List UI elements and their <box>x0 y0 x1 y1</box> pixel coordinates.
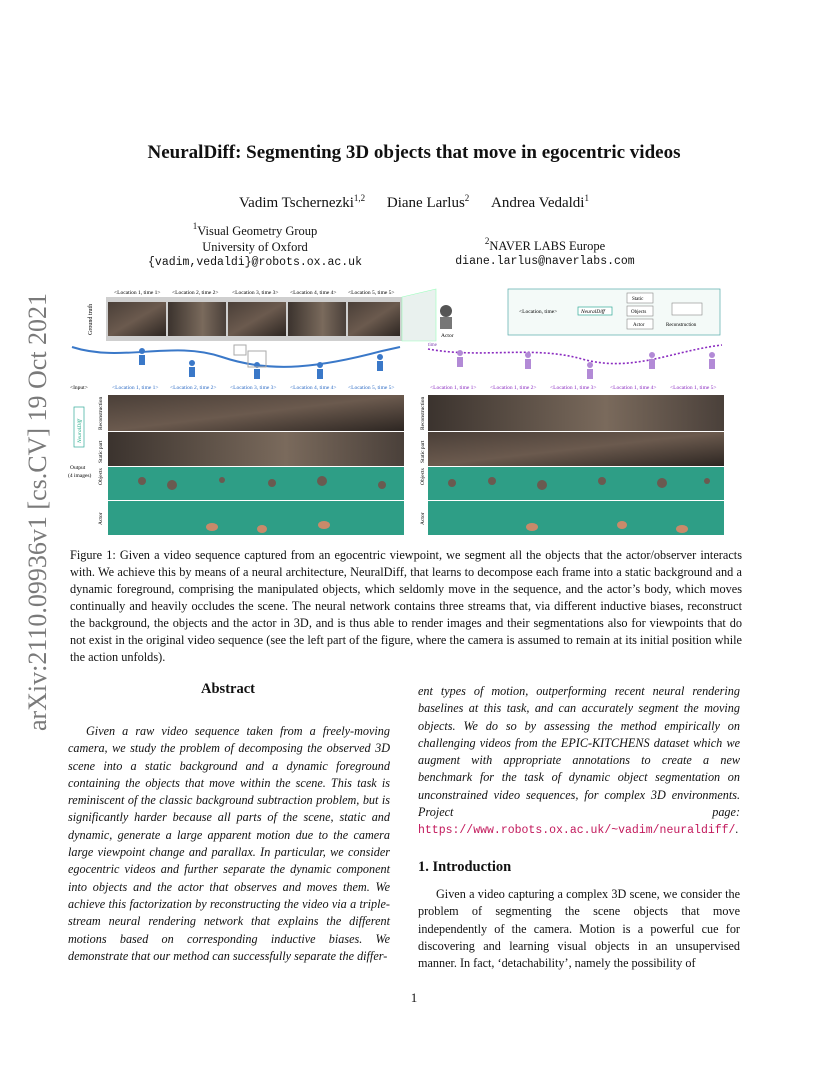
left-label-2: <Location 2, time 2> <box>170 385 217 391</box>
top-label-3: <Location 3, time 3> <box>232 290 279 296</box>
affiliation-2-lab: NAVER LABS Europe <box>489 239 606 253</box>
author-1-name: Vadim Tschernezki <box>239 195 354 211</box>
author-2-name: Diane Larlus <box>386 195 465 211</box>
right-label-5: <Location 1, time 5> <box>670 385 717 391</box>
row-label-actor-left: Actor <box>98 512 104 525</box>
author-list <box>0 193 828 212</box>
architecture-diagram <box>508 289 720 335</box>
top-label-1: <Location 1, time 1> <box>114 290 161 296</box>
right-label-3: <Location 1, time 3> <box>550 385 597 391</box>
diagram-input: <Location, time> <box>519 309 558 315</box>
time-label: time <box>428 343 437 348</box>
row-label-objects-right: Objects <box>420 468 426 485</box>
diagram-objects: Objects <box>631 310 647 315</box>
affiliation-2-email: diane.larlus@naverlabs.com <box>455 255 635 268</box>
diagram-actor: Actor <box>633 323 645 328</box>
left-location-labels <box>112 385 395 391</box>
actor-icon-label: Actor <box>441 333 454 339</box>
row-label-static-left: Static part <box>98 440 104 463</box>
time-wave-right <box>428 345 722 364</box>
top-label-2: <Location 2, time 2> <box>172 290 219 296</box>
output-sub-label: (4 images) <box>68 473 92 479</box>
right-label-2: <Location 1, time 2> <box>490 385 537 391</box>
row-label-objects-left: Objects <box>98 468 104 485</box>
page-number: 1 <box>410 990 418 1005</box>
project-link[interactable]: https://www.robots.ox.ac.uk/~vadim/neuraldiff/ <box>418 824 736 838</box>
right-location-labels <box>430 385 717 391</box>
left-label-5: <Location 5, time 5> <box>348 385 395 391</box>
author-1 <box>239 195 365 211</box>
image-grid-left <box>108 395 404 535</box>
affiliation-2 <box>420 233 670 270</box>
image-grid-right <box>428 395 724 535</box>
author-3-name: Andrea Vedaldi <box>491 195 585 211</box>
ground-truth-strip <box>106 297 402 341</box>
left-label-3: <Location 3, time 3> <box>230 385 277 391</box>
input-label: <Input> <box>70 385 88 391</box>
abstract-left-column: Given a raw video sequence taken from a freely-moving camera, we study the problem of decomposing the observed 3D scene into a static background and a dynamic foreground containing the objects that move within the scene. This task is reminiscent of the classic background subtraction problem, but is significantly harder because all parts of the scene, static and dynamic, generate a large apparent motion due to the camera large viewpoint change and parallax. In particular, we consider egocentric videos and further separate the dynamic component into objects and the actor that observes and moves them. We achieve this factorization by reconstructing the video via a triple-stream neural rendering network that explains the different motions based on corresponding inductive biases. We demonstrate that our method can successfully separate the differ- <box>68 724 390 963</box>
left-label-1: <Location 1, time 1> <box>112 385 159 391</box>
top-label-4: <Location 4, time 4> <box>290 290 337 296</box>
introduction-body: Given a video capturing a complex 3D scene, we consider the problem of segmenting the scene objects that move independently of the camera. Motion is a powerful cue for discovering and learning visual objects in an unsupervised manner. In fact, ‘detachability’, namely the possibility of <box>418 887 740 971</box>
paper-title: NeuralDiff: Segmenting 3D objects that move in egocentric videos <box>147 142 681 163</box>
row-label-reconstruction-left: Reconstruction <box>98 396 104 430</box>
left-label-4: <Location 4, time 4> <box>290 385 337 391</box>
figure-1 <box>62 285 726 535</box>
right-label-4: <Location 1, time 4> <box>610 385 657 391</box>
affiliation-1 <box>140 218 370 271</box>
author-3 <box>491 195 589 211</box>
top-location-labels <box>114 290 395 296</box>
row-label-reconstruction-right: Reconstruction <box>420 396 426 430</box>
right-label-1: <Location 1, time 1> <box>430 385 477 391</box>
affiliation-1-university: University of Oxford <box>202 240 308 254</box>
abstract-heading: Abstract <box>201 681 255 697</box>
row-label-static-right: Static part <box>420 440 426 463</box>
diagram-reconstruction: Reconstruction <box>666 323 697 328</box>
time-wave-left <box>72 347 400 367</box>
author-2 <box>387 195 469 211</box>
actor-chef-icon <box>440 305 452 329</box>
neuraldiff-label: NeuralDiff <box>77 419 83 443</box>
actor-figures-right <box>457 350 715 379</box>
ground-truth-label: Ground truth <box>88 303 94 335</box>
actor-figures-left <box>139 348 383 379</box>
author-1-sup: 1,2 <box>353 193 366 203</box>
affiliation-2-sup: 2 <box>484 236 490 246</box>
figure-caption: Figure 1: Given a video sequence captured from an egocentric viewpoint, we segment all the objects that the actor/observer interacts with. We achieve this by means of a neural architecture, NeuralDiff, that learns to decompose each frame into a static background and a dynamic foreground, comprising the manipulated objects, which seldomly move in the sequence, and the actor’s body, which moves continually and heavily occludes the scene. The neural network contains three streams that, via different inductive biases, reconstruct the background, the objects and the actor in 3D, and is thus able to render images and their segmentations also for viewpoints that do not exist in the original video sequence (see the left part of the figure, where the camera is assumed to remain at its initial position while the action unfolds). <box>70 548 742 664</box>
diagram-neuraldiff: NeuralDiff <box>581 309 605 315</box>
top-label-5: <Location 5, time 5> <box>348 290 395 296</box>
affiliation-1-email: {vadim,vedaldi}@robots.ox.ac.uk <box>148 256 362 269</box>
arxiv-stamp: arXiv:2110.09936v1 [cs.CV] 19 Oct 2021 <box>23 292 52 732</box>
introduction-heading: 1. Introduction <box>418 859 512 875</box>
author-2-sup: 2 <box>464 193 470 203</box>
affiliation-1-sup: 1 <box>192 221 198 231</box>
abstract-right-text: ent types of motion, outperforming recent neural rendering baselines at this task, and can accurately segment the moving objects. We do so by assessing the method empirically on challenging videos from the EPIC-KITCHENS dataset which we augment with appropriate annotations to create a new benchmark for the task of dynamic object segmentation on unconstrained video sequences, for complex 3D environments. Project page: <box>418 684 740 820</box>
affiliation-1-group: Visual Geometry Group <box>197 224 318 238</box>
output-label: Output <box>70 465 86 471</box>
abstract-right-end: . <box>735 822 739 837</box>
diagram-static: Static <box>632 297 644 302</box>
zoom-connector <box>402 289 436 341</box>
abstract-right-column <box>418 683 740 840</box>
row-label-actor-right: Actor <box>420 512 426 525</box>
author-3-sup: 1 <box>584 193 589 203</box>
